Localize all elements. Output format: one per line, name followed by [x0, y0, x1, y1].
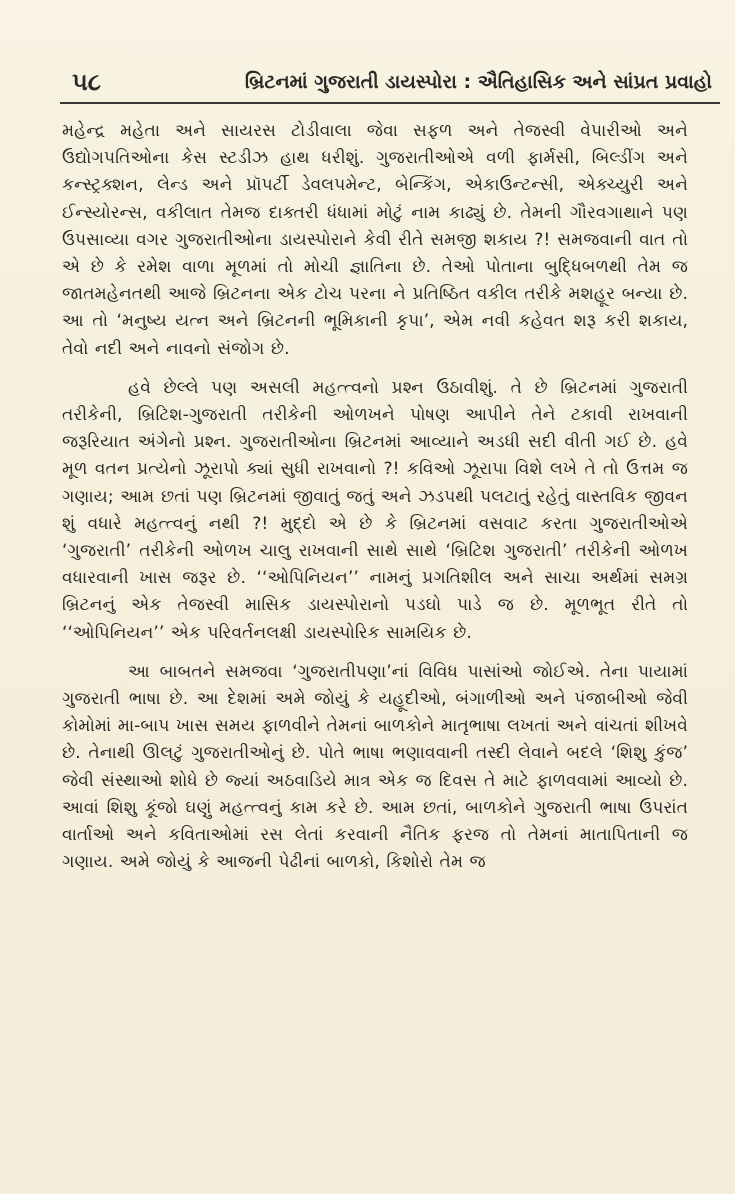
- running-title: બ્રિટનમાં ગુજરાતી ડાયસ્પોરા : ઐતિહાસિક અને સાંપ્રત પ્રવાહો: [244, 71, 712, 93]
- paragraph-2: હવે છેલ્લે પણ અસલી મહત્ત્વનો પ્રશ્ન ઉઠાવીશું. તે છે બ્રિટનમાં ગુજરાતી તરીકેની, બ્રિટિશ-ગુજરાતી તરીકેની ઓળખને પોષણ આપીને તેને ટકાવી રાખવાની જરૂરિયાત અંગેનો પ્રશ્ન. ગુજરાતીઓના બ્રિટનમાં આવ્યાને અડધી સદી વીતી ગઈ છે. હવે મૂળ વતન પ્રત્યેનો ઝૂરાપો ક્યાં સુધી રાખવાનો ?! કવિઓ ઝૂરાપા વિશે લખે તે તો ઉત્તમ જ ગણાય; આમ છતાં પણ બ્રિટનમાં જીવાતું જતું અને ઝડપથી પલટાતું રહેતું વાસ્તવિક જીવન શું વધારે મહત્ત્વનું નથી ?! મુદ્દો એ છે કે બ્રિટનમાં વસવાટ કરતા ગુજરાતીઓએ ‘ગુજરાતી’ તરીકેની ઓળખ ચાલુ રાખવાની સાથે સાથે ‘બ્રિટિશ ગુજરાતી’ તરીકેની ઓળખ વધારવાની ખાસ જરૂર છે. ‘‘ઓપિનિયન’’ નામનું પ્રગતિશીલ અને સાચા અર્થમાં સમગ્ર બ્રિટનનું એક તેજસ્વી માસિક ડાયસ્પોરાનો પડઘો પાડે જ છે. મૂળભૂત રીતે તો ‘‘ઓપિનિયન’’ એક પરિવર્તનલક્ષી ડાયસ્પોરિક સામયિક છે.: [62, 377, 688, 643]
- page-number: ૫૮: [72, 68, 101, 96]
- paragraph-1: મહેન્દ્ર મહેતા અને સાયરસ ટોડીવાલા જેવા સફળ અને તેજસ્વી વેપારીઓ અને ઉદ્યોગપતિઓના કેસ સ્ટડીઝ હાથ ધરીશું. ગુજરાતીઓએ વળી ફાર્મસી, બિલ્ડીંગ અને કન્સ્ટ્રક્શન, લેન્ડ અને પ્રૉપર્ટી ડેવલપમેન્ટ, બેન્કિંગ, એકાઉન્ટન્સી, એક્ચ્યુરી અને ઈન્સ્યોરન્સ, વકીલાત તેમજ દાક્તરી ધંધામાં મોટું નામ કાઢ્યું છે. તેમની ગૌરવગાથાને પણ ઉપસાવ્યા વગર ગુજરાતીઓના ડાયસ્પોરાને કેવી રીતે સમજી શકાય ?! સમજવાની વાત તો એ છે કે રમેશ વાળા મૂળમાં તો મોચી જ્ઞાતિના છે. તેઓ પોતાના બુદ્ધિબળથી તેમ જ જાતમહેનતથી આજે બ્રિટનના એક ટોચ પરના ને પ્રતિષ્ઠિત વકીલ તરીકે મશહૂર બન્યા છે. આ તો ‘મનુષ્ય યત્ન અને બ્રિટનની ભૂમિકાની કૃપા’, એમ નવી કહેવત શરૂ કરી શકાય, તેવો નદી અને નાવનો સંજોગ છે.: [62, 121, 688, 359]
- paragraph-3: આ બાબતને સમજવા ‘ગુજરાતીપણા’નાં વિવિધ પાસાંઓ જોઈએ. તેના પાયામાં ગુજરાતી ભાષા છે. આ દેશમાં અમે જોયું કે યહૂદીઓ, બંગાળીઓ અને પંજાબીઓ જેવી કોમોમાં મા-બાપ ખાસ સમય ફાળવીને તેમનાં બાળકોને માતૃભાષા લખતાં અને વાંચતાં શીખવે છે. તેનાથી ઊલટું ગુજરાતીઓનું છે. પોતે ભાષા ભણાવવાની તસ્દી લેવાને બદલે ‘શિશુ કુંજ’ જેવી સંસ્થાઓ શોધે છે જ્યાં અઠવાડિયે માત્ર એક જ દિવસ તે માટે ફાળવવામાં આવ્યો છે. આવાં શિશુ કૂંજો ઘણું મહત્ત્વનું કામ કરે છે. આમ છતાં, બાળકોને ગુજરાતી ભાષા ઉપરાંત વાર્તાઓ અને કવિતાઓમાં રસ લેતાં કરવાની નૈતિક ફરજ તો તેમનાં માતાપિતાની જ ગણાય. અમે જોયું કે આજની પેઢીનાં બાળકો, કિશોરો તેમ જ: [62, 661, 688, 873]
- header-divider: [60, 102, 720, 104]
- body-text: [62, 118, 688, 876]
- page-header: [60, 60, 720, 104]
